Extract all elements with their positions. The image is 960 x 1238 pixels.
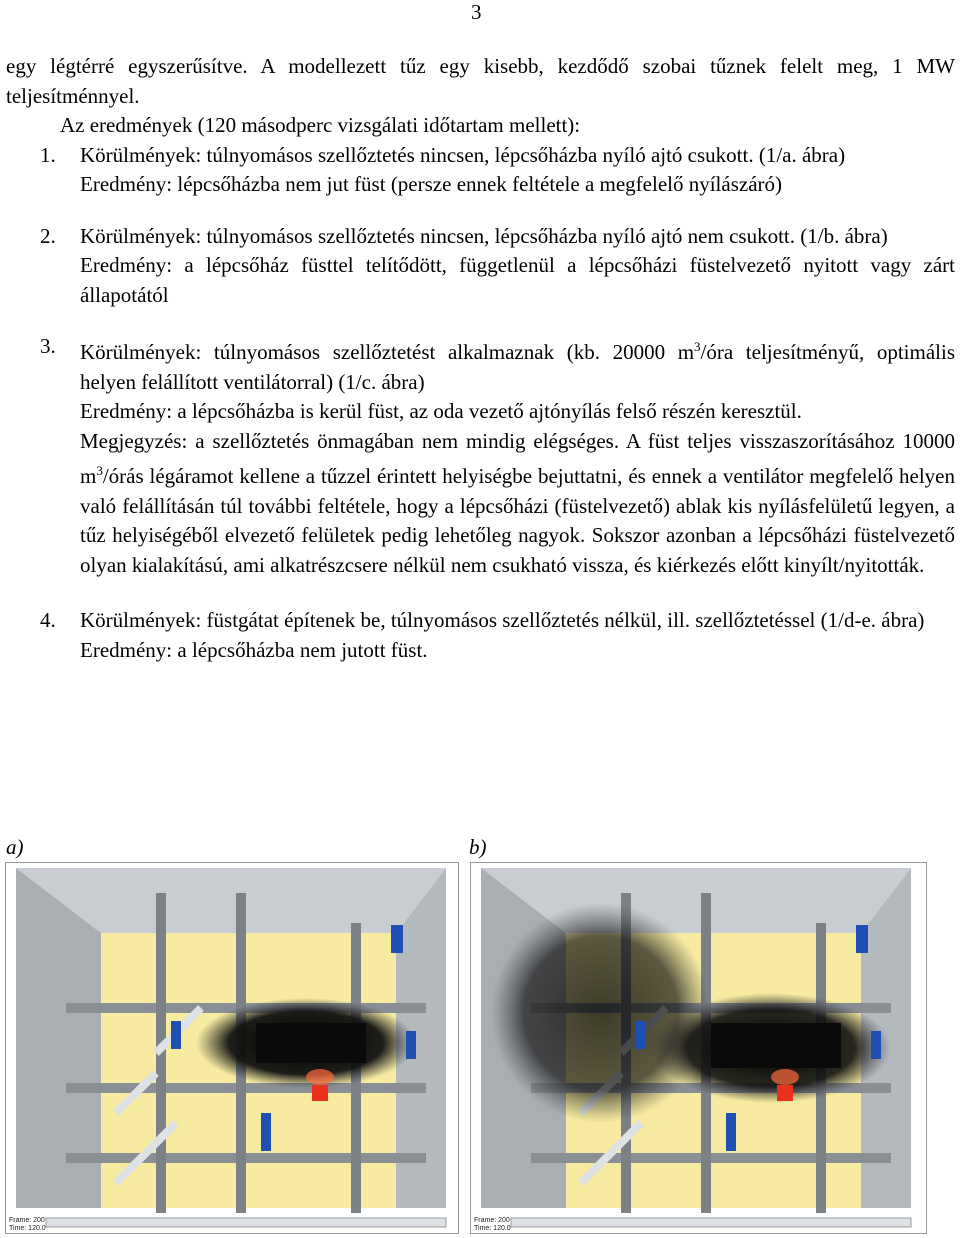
list-item-4 (6, 606, 955, 665)
list-item-3 (6, 332, 955, 580)
body-text (6, 52, 955, 665)
item-conditions: Körülmények: túlnyomásos szellőztetés nincsen, lépcsőházba nyíló ajtó nem csukott. (1/b. ábra) (80, 223, 888, 248)
frame-label: Frame: 200 (9, 1217, 45, 1224)
results-heading: Az eredmények (120 másodperc vizsgálati időtartam mellett): (60, 113, 581, 137)
page-number: 3 (471, 0, 482, 24)
list-number: 3. (40, 334, 56, 358)
item-conditions: Körülmények: túlnyomásos szellőztetés nincsen, lépcsőházba nyíló ajtó csukott. (1/a. ábra) (80, 142, 846, 167)
figure-a-caption: a) (6, 835, 24, 859)
intro-paragraph: egy légtérré egyszerűsítve. A modellezett tűz egy kisebb, kezdődő szobai tűznek felelt meg, 1 MW teljesítménnyel. (6, 54, 955, 108)
list-item-2 (6, 222, 955, 311)
figure-b-simulation (470, 862, 927, 1234)
item-result: Eredmény: a lépcsőházba nem jutott füst. (80, 637, 428, 662)
item-note: Megjegyzés: a szellőztetés önmagában nem mindig elégséges. A füst teljes visszaszorításához 10000 $m^3$/órás légáramot kellene a tűzzel érintett helyiségbe bejuttatni, és ennek a ventilátor megfelelő helyen való felállításán túl további feltétele, hogy a lépcsőházi (füstelvezető) ablak kis nyílásfelületű legyen, a tűz helyiségéből elvezető felületek pedig lehetőleg nagyok. Sokszor azonban a lépcsőházi füstelvezető olyan kialakítású, ami alkatrészcsere nélkül nem csukható vissza, és kiérkezés előtt kinyílt/nyitották. (80, 428, 955, 577)
item-conditions: Körülmények: túlnyomásos szellőztetést alkalmaznak (kb. 20000 $m^3$/óra teljesítményű, optimális helyen felállított ventilátorral) (1/c. ábra) (80, 339, 955, 394)
list-number: 4. (40, 608, 56, 632)
list-number: 2. (40, 223, 56, 248)
figure-b-caption: b) (469, 835, 487, 859)
time-label: Time: 120.0 (9, 1225, 46, 1232)
frame-label: Frame: 200 (474, 1217, 510, 1224)
item-result: Eredmény: a lépcsőházba is kerül füst, az oda vezető ajtónyílás felső részén keresztül. (80, 399, 802, 423)
list-item-1 (6, 141, 955, 200)
item-result: Eredmény: a lépcsőház füsttel telítődött, függetlenül a lépcsőházi füstelvezető nyitott vagy zárt állapotától (80, 253, 955, 307)
figure-a-simulation (5, 862, 459, 1234)
item-conditions: Körülmények: füstgátat építenek be, túlnyomásos szellőztetés nélkül, ill. szellőztetéssel (1/d-e. ábra) (80, 608, 925, 632)
item-result: Eredmény: lépcsőházba nem jut füst (persze ennek feltétele a megfelelő nyílászáró) (80, 172, 783, 196)
time-label: Time: 120.0 (474, 1225, 511, 1232)
list-number: 1. (40, 142, 56, 167)
